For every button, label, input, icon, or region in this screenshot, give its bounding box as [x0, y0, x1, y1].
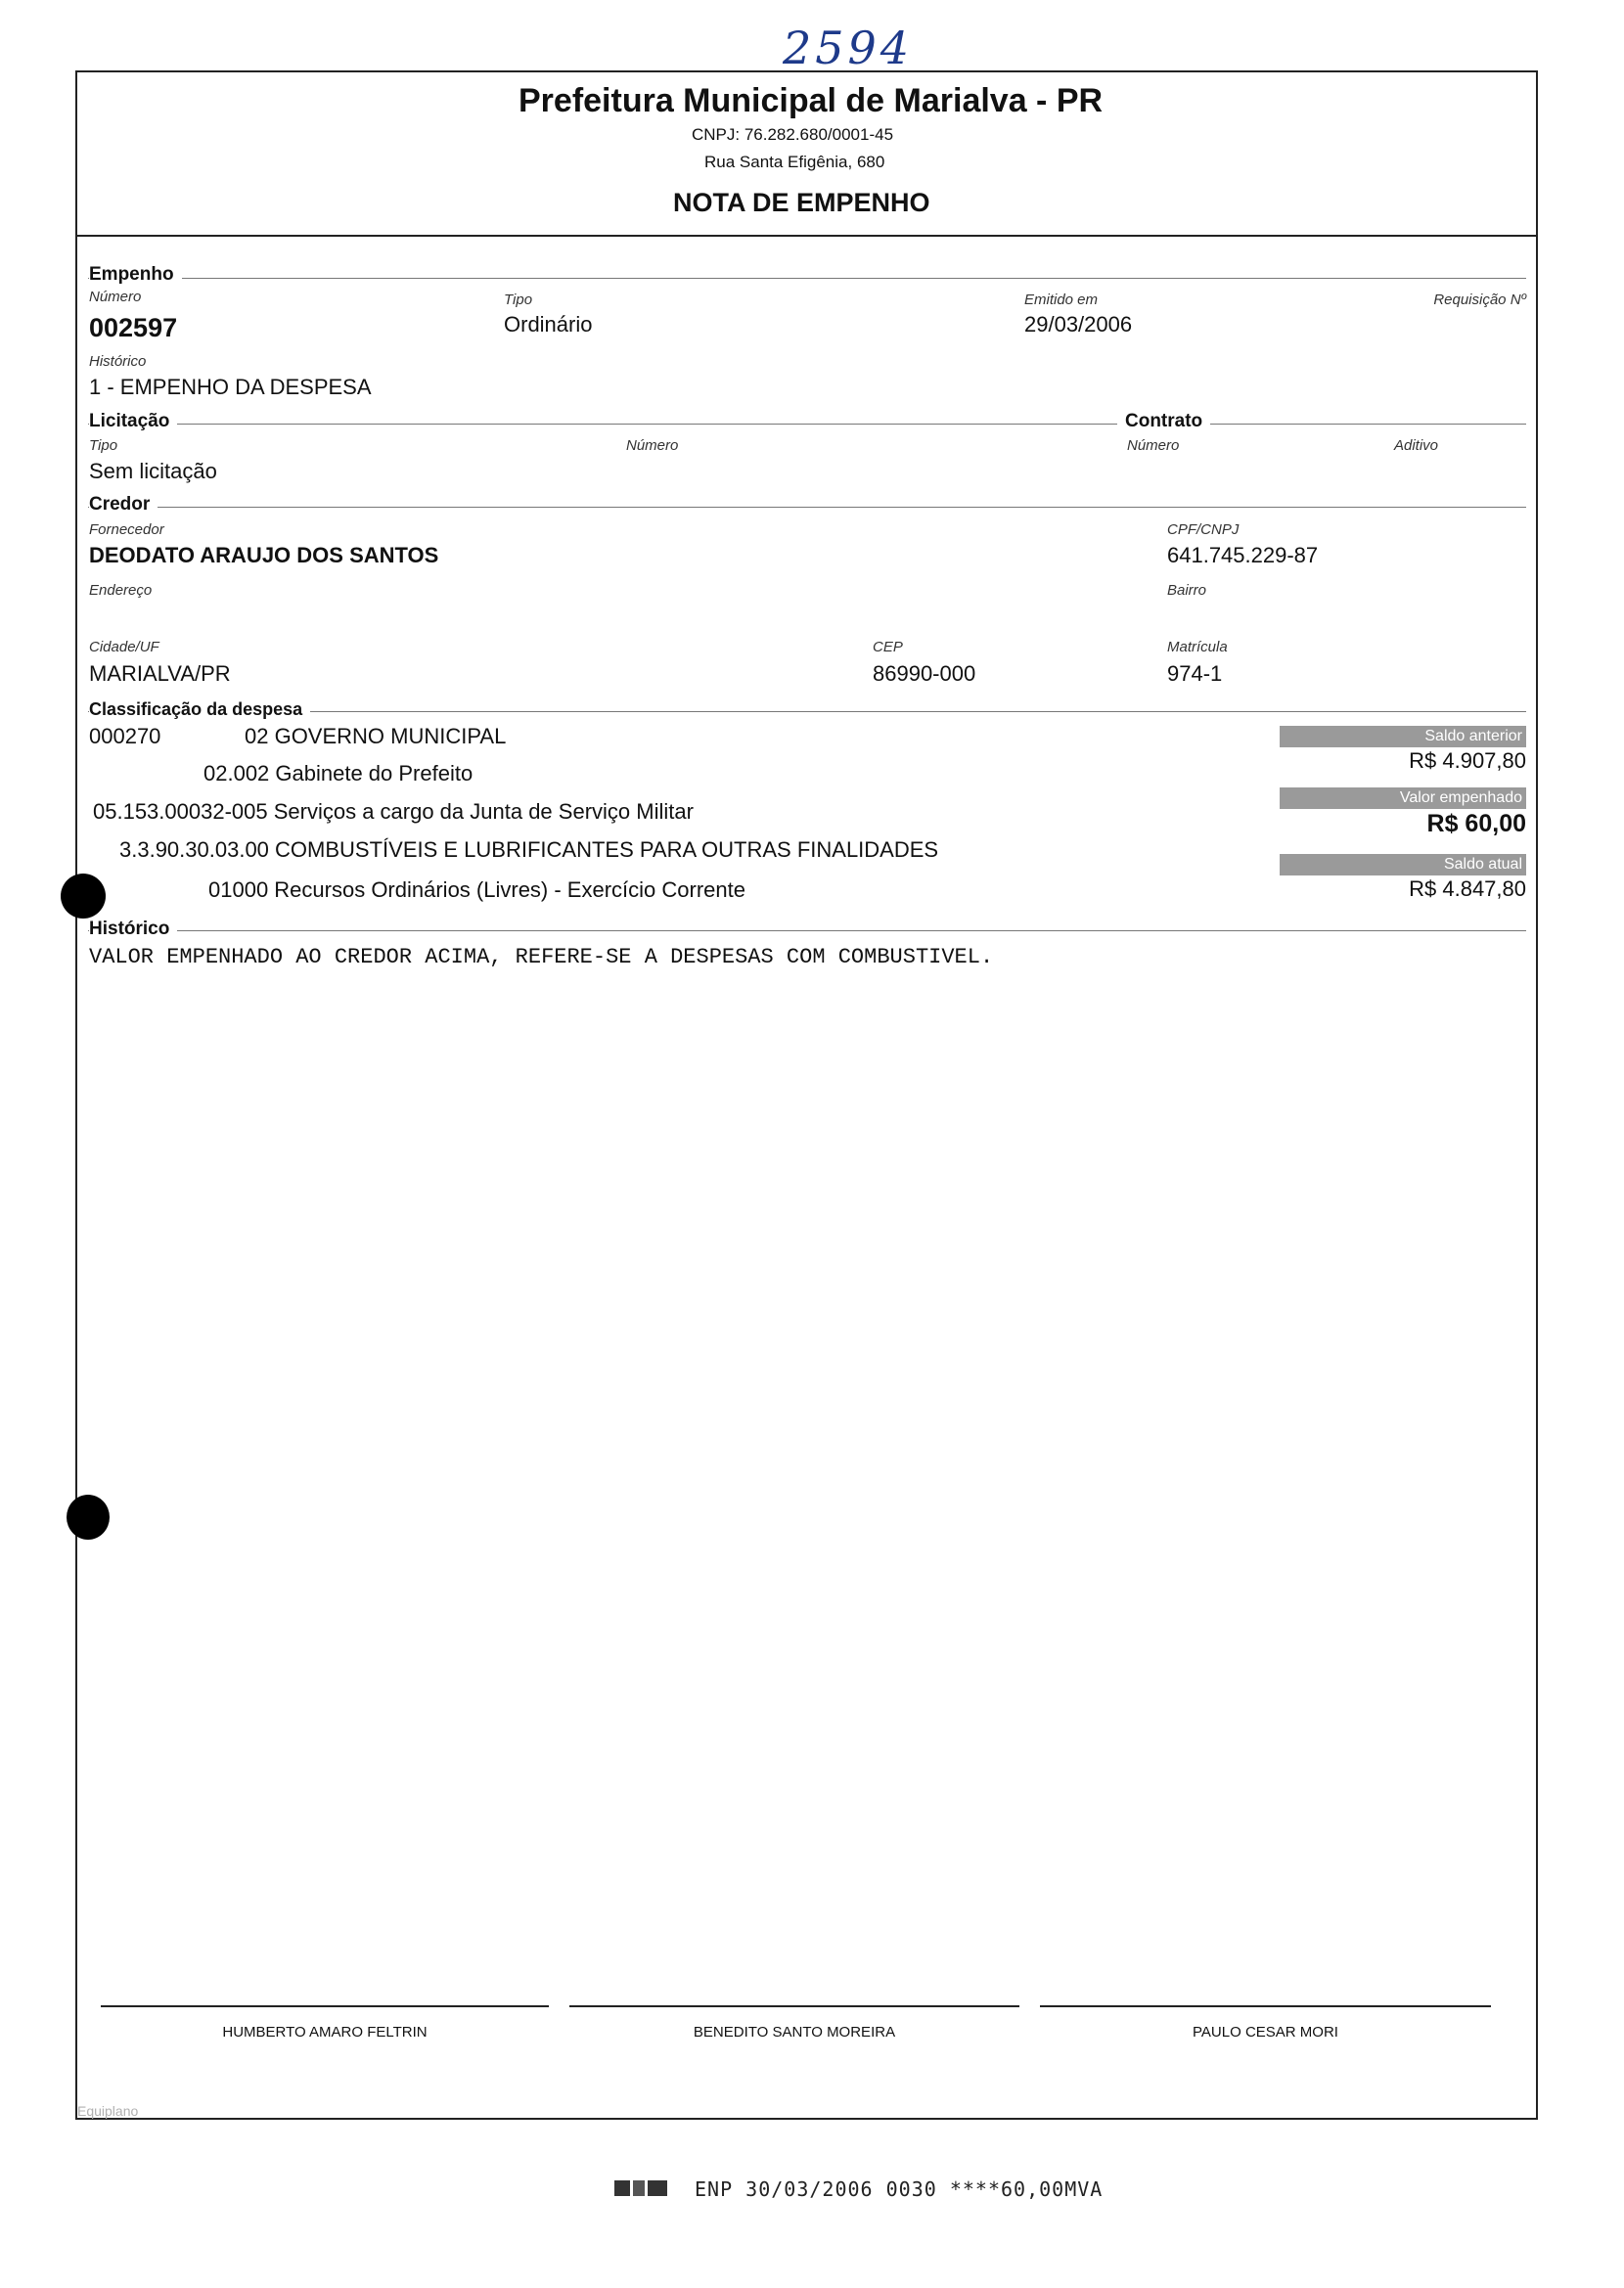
numero-label: Número	[89, 289, 142, 305]
stamp-logo-icon	[614, 2178, 667, 2198]
endereco-label: Endereço	[89, 582, 153, 599]
licitacao-section-title: Licitação	[89, 411, 177, 432]
brand-label: Equiplano	[77, 2103, 139, 2119]
cpf-label: CPF/CNPJ	[1167, 521, 1240, 538]
credor-rule	[88, 507, 1526, 508]
classificacao-section-title: Classificação da despesa	[89, 699, 310, 720]
licitacao-tipo: Sem licitação	[89, 459, 217, 483]
classificacao-line: 3.3.90.30.03.00 COMBUSTÍVEIS E LUBRIFICANTES PARA OUTRAS FINALIDADES	[119, 837, 939, 862]
classificacao-line: 02.002 Gabinete do Prefeito	[203, 761, 474, 785]
signature-name: BENEDITO SANTO MOREIRA	[693, 2024, 896, 2041]
licitacao-tipo-label: Tipo	[89, 437, 118, 454]
matricula-label: Matrícula	[1167, 639, 1228, 655]
contrato-numero-label: Número	[1127, 437, 1180, 454]
classificacao-line: 02 GOVERNO MUNICIPAL	[245, 724, 507, 748]
classificacao-line: 05.153.00032-005 Serviços a cargo da Junta de Serviço Militar	[93, 799, 694, 824]
signature-name: PAULO CESAR MORI	[1193, 2024, 1338, 2041]
empenho-tipo: Ordinário	[504, 312, 593, 336]
org-name: Prefeitura Municipal de Marialva - PR	[519, 82, 1104, 119]
credor-cep: 86990-000	[873, 661, 976, 686]
historico-section-title: Histórico	[89, 919, 177, 940]
credor-fornecedor: DEODATO ARAUJO DOS SANTOS	[89, 543, 439, 567]
contrato-aditivo-label: Aditivo	[1394, 437, 1439, 454]
licitacao-rule	[88, 424, 1526, 425]
tipo-label: Tipo	[504, 292, 533, 308]
empenho-emitido: 29/03/2006	[1024, 312, 1133, 336]
empenho-numero: 002597	[89, 313, 178, 342]
signature-name: HUMBERTO AMARO FELTRIN	[222, 2024, 428, 2041]
emitido-label: Emitido em	[1024, 292, 1099, 308]
saldo-anterior-label: Saldo anterior	[1280, 726, 1526, 747]
punch-hole	[61, 874, 106, 919]
handwritten-number: 2594	[783, 22, 914, 74]
fornecedor-label: Fornecedor	[89, 521, 164, 538]
saldo-anterior-value: R$ 4.907,80	[1409, 748, 1526, 773]
cidade-label: Cidade/UF	[89, 639, 159, 655]
classificacao-line: 01000 Recursos Ordinários (Livres) - Exercício Corrente	[208, 877, 745, 902]
credor-section-title: Credor	[89, 494, 158, 516]
signature-line	[1040, 2005, 1491, 2007]
org-address: Rua Santa Efigênia, 680	[704, 153, 885, 171]
valor-empenhado-value: R$ 60,00	[1426, 810, 1526, 837]
org-cnpj: CNPJ: 76.282.680/0001-45	[692, 125, 894, 144]
header-divider	[75, 235, 1538, 237]
classificacao-code: 000270	[89, 724, 161, 748]
bairro-label: Bairro	[1167, 582, 1207, 599]
licitacao-numero-label: Número	[626, 437, 679, 454]
saldo-atual-value: R$ 4.847,80	[1409, 876, 1526, 901]
doc-title: NOTA DE EMPENHO	[673, 188, 930, 217]
valor-empenhado-label: Valor empenhado	[1280, 787, 1526, 809]
signature-line	[569, 2005, 1019, 2007]
punch-hole	[67, 1495, 110, 1540]
saldo-atual-label: Saldo atual	[1280, 854, 1526, 875]
signature-line	[101, 2005, 549, 2007]
empenho-historico-label: Histórico	[89, 353, 147, 370]
credor-cidade: MARIALVA/PR	[89, 661, 231, 686]
credor-cpf: 641.745.229-87	[1167, 543, 1319, 567]
requisicao-label: Requisição Nº	[1433, 292, 1526, 308]
empenho-section-title: Empenho	[89, 264, 182, 286]
historico-rule	[88, 930, 1526, 931]
empenho-rule	[88, 278, 1526, 279]
credor-matricula: 974-1	[1167, 661, 1223, 686]
historico-text: VALOR EMPENHADO AO CREDOR ACIMA, REFERE-SE A DESPESAS COM COMBUSTIVEL.	[89, 945, 994, 969]
cep-label: CEP	[873, 639, 903, 655]
empenho-historico: 1 - EMPENHO DA DESPESA	[89, 375, 372, 399]
contrato-section-title: Contrato	[1117, 411, 1210, 432]
footer-stamp: ENP 30/03/2006 0030 ****60,00MVA	[695, 2177, 1104, 2201]
